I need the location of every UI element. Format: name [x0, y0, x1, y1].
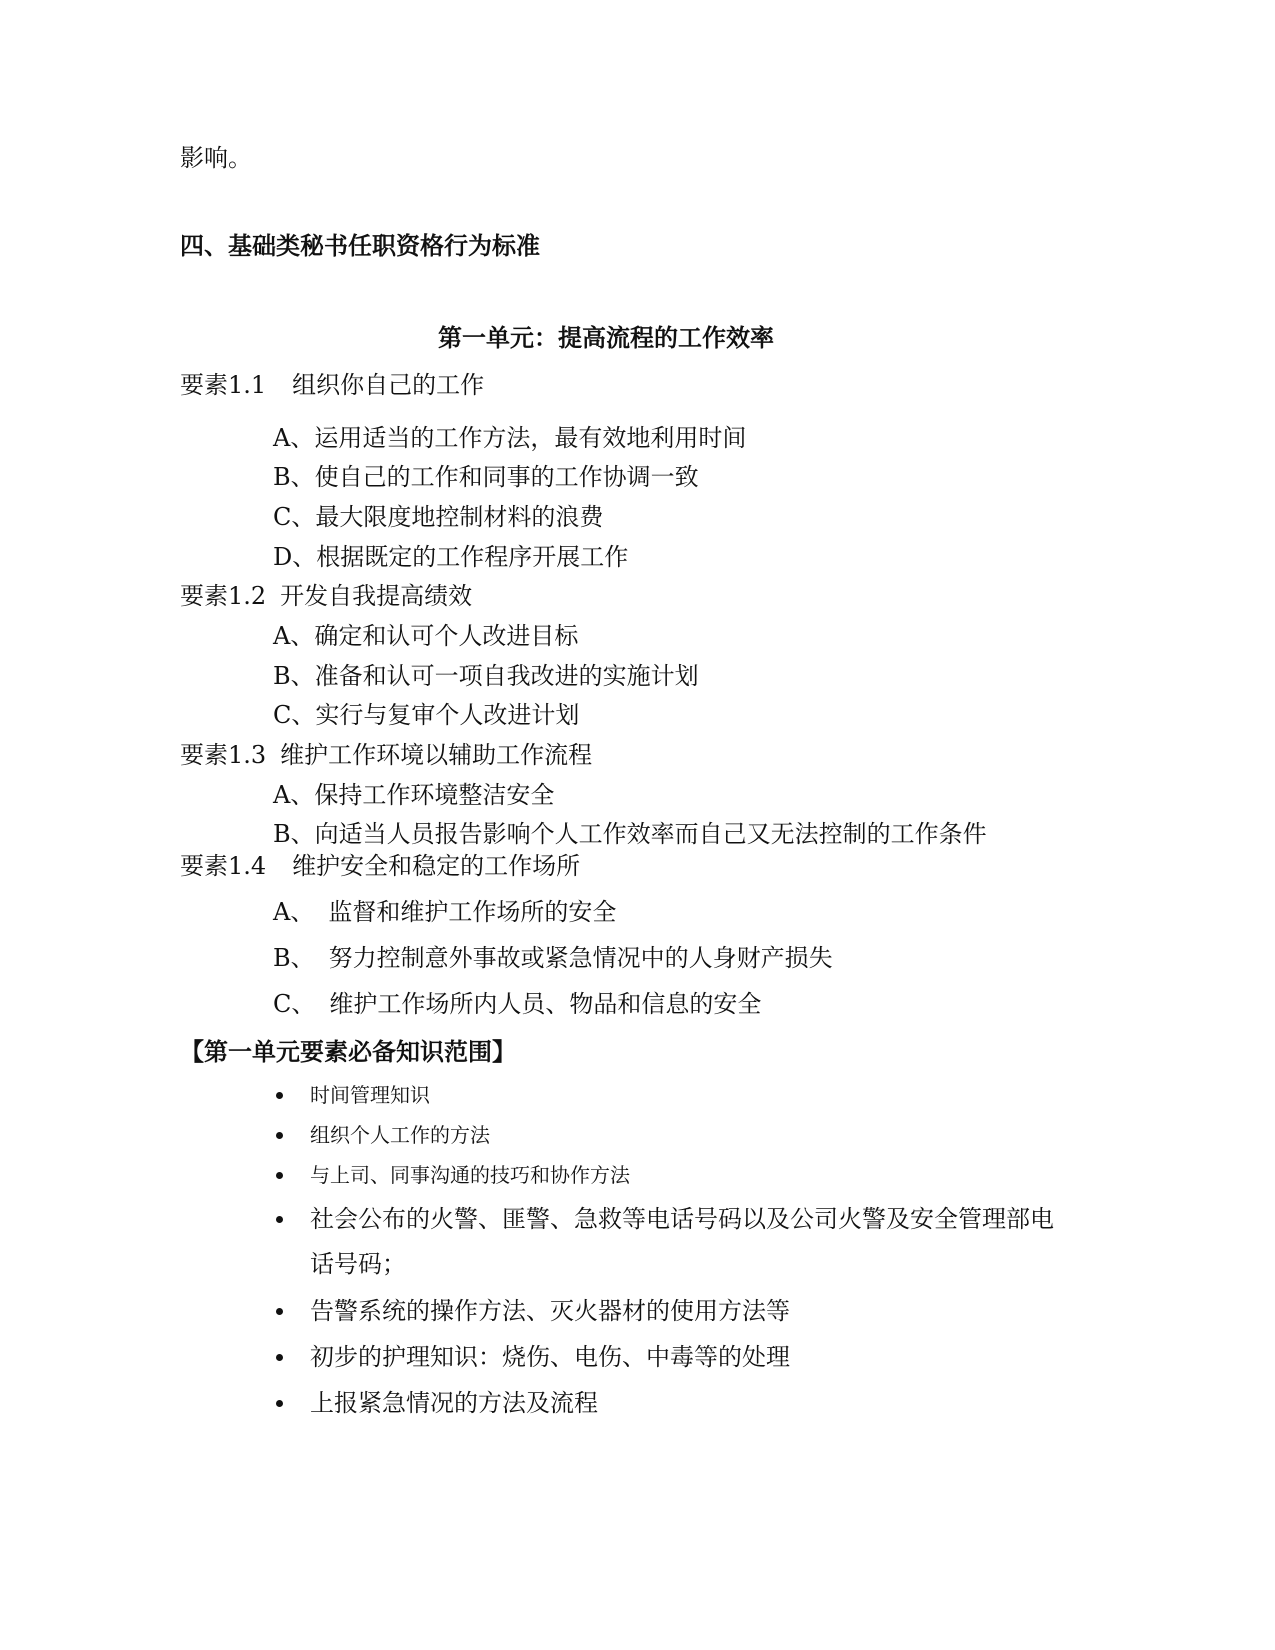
item-marker: A、 [273, 898, 315, 926]
element-heading [180, 584, 472, 608]
item-marker: B、 [273, 662, 315, 690]
item-marker: B、 [273, 944, 315, 972]
bullet-icon [276, 1308, 283, 1315]
knowledge-item: 社会公布的火警、匪警、急救等电话号码以及公司火警及安全管理部电 [310, 1205, 1054, 1233]
element-item [273, 624, 578, 648]
bullet-icon [276, 1216, 283, 1223]
item-text: 实行与复审个人改进计划 [315, 701, 580, 729]
item-marker: A、 [273, 424, 315, 452]
element-label: 要素1.2 [180, 582, 267, 610]
item-marker: C、 [273, 503, 316, 531]
knowledge-heading: 【第一单元要素必备知识范围】 [180, 1038, 516, 1066]
item-text: 最大限度地控制材料的浪费 [315, 503, 604, 531]
item-text: 努力控制意外事故或紧急情况中的人身财产损失 [328, 944, 833, 972]
element-heading [180, 854, 580, 878]
item-marker: A、 [273, 622, 315, 650]
unit-title: 第一单元：提高流程的工作效率 [438, 324, 774, 352]
element-label: 要素1.3 [180, 741, 267, 769]
element-title: 维护安全和稳定的工作场所 [292, 852, 581, 880]
bullet-icon [276, 1132, 283, 1139]
knowledge-item: 与上司、同事沟通的技巧和协作方法 [310, 1163, 630, 1187]
bullet-icon [276, 1354, 283, 1361]
item-text: 确定和认可个人改进目标 [314, 622, 579, 650]
bullet-icon [276, 1092, 283, 1099]
element-title: 组织你自己的工作 [292, 371, 485, 399]
element-title: 开发自我提高绩效 [280, 582, 473, 610]
item-text: 根据既定的工作程序开展工作 [316, 543, 629, 571]
knowledge-item: 组织个人工作的方法 [310, 1123, 490, 1147]
item-marker: D、 [273, 543, 317, 571]
knowledge-item: 时间管理知识 [310, 1083, 430, 1107]
item-marker: C、 [273, 701, 316, 729]
element-item [273, 545, 628, 569]
element-item [273, 946, 833, 970]
element-item [273, 465, 699, 489]
item-text: 使自己的工作和同事的工作协调一致 [314, 463, 699, 491]
section-heading: 四、基础类秘书任职资格行为标准 [180, 232, 540, 260]
element-item [273, 783, 554, 807]
element-label: 要素1.1 [180, 371, 267, 399]
knowledge-item: 告警系统的操作方法、灭火器材的使用方法等 [310, 1297, 790, 1325]
element-heading [180, 743, 592, 767]
item-text: 准备和认可一项自我改进的实施计划 [314, 662, 699, 690]
item-marker: B、 [273, 820, 315, 848]
element-item [273, 703, 579, 727]
element-item [273, 505, 603, 529]
item-marker: B、 [273, 463, 315, 491]
knowledge-item: 上报紧急情况的方法及流程 [310, 1389, 598, 1417]
knowledge-item: 初步的护理知识：烧伤、电伤、中毒等的处理 [310, 1343, 790, 1371]
element-heading [180, 373, 484, 397]
bullet-icon [276, 1172, 283, 1179]
element-item [273, 664, 699, 688]
element-item [273, 992, 761, 1016]
item-text: 向适当人员报告影响个人工作效率而自己又无法控制的工作条件 [314, 820, 987, 848]
item-text: 保持工作环境整洁安全 [314, 781, 555, 809]
item-text: 运用适当的工作方法，最有效地利用时间 [314, 424, 747, 452]
item-marker: A、 [273, 781, 315, 809]
bullet-icon [276, 1400, 283, 1407]
element-label: 要素1.4 [180, 852, 267, 880]
element-item [273, 822, 987, 846]
item-text: 维护工作场所内人员、物品和信息的安全 [329, 990, 762, 1018]
element-item [273, 900, 616, 924]
knowledge-item-continuation: 话号码； [310, 1250, 406, 1278]
continuation-text: 影响。 [180, 144, 252, 172]
item-marker: C、 [273, 990, 316, 1018]
item-text: 监督和维护工作场所的安全 [328, 898, 617, 926]
element-item [273, 426, 746, 450]
element-title: 维护工作环境以辅助工作流程 [280, 741, 593, 769]
